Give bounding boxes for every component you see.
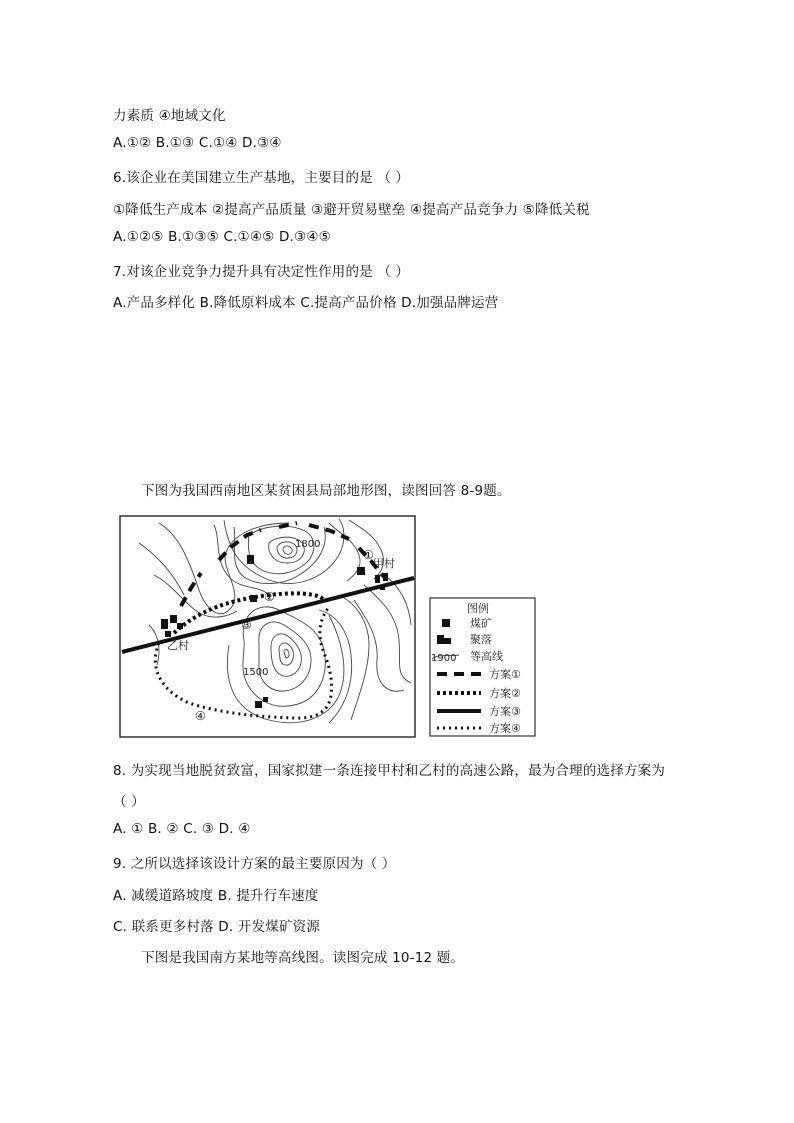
options-q7: A.产品多样化 B.降低原料成本 C.提高产品价格 D.加强品牌运营: [113, 295, 499, 311]
legend-title: 图例: [467, 602, 489, 615]
legend-coal-icon: [442, 619, 450, 627]
topographic-map: [119, 515, 539, 739]
route-mark-4: ④: [195, 709, 206, 723]
intro-8-9: 下图为我国西南地区某贫困县局部地形图，读图回答 8-9题。: [141, 483, 511, 499]
question-9: 9. 之所以选择该设计方案的最主要原因为（ ）: [113, 856, 396, 872]
legend-route2: 方案②: [489, 687, 521, 700]
legend-contour-value: 1900: [431, 653, 457, 664]
village-jia-label: 甲村: [373, 557, 395, 570]
legend-settlement-icon: [437, 635, 444, 644]
route-mark-2: ②: [264, 590, 275, 604]
options-q9-ab: A. 减缓道路坡度 B. 提升行车速度: [113, 888, 319, 904]
options-q6: A.①②⑤ B.①③⑤ C.①④⑤ D.③④⑤: [113, 229, 331, 245]
elevation-label-bottom: 1500: [243, 667, 269, 678]
village-yi-label: 乙村: [167, 639, 189, 652]
route-mark-1: ①: [363, 548, 374, 562]
legend-settlement: 聚落: [470, 633, 492, 646]
legend-contour: 等高线: [470, 650, 503, 663]
route-mark-3: ③: [241, 618, 252, 632]
options-q5: A.①② B.①③ C.①④ D.③④: [113, 135, 282, 151]
legend-coal: 煤矿: [470, 617, 492, 630]
text-line-1: 力素质 ④地域文化: [113, 108, 226, 124]
question-6-items: ①降低生产成本 ②提高产品质量 ③避开贸易壁垒 ④提高产品竞争力 ⑤降低关税: [113, 202, 590, 218]
options-q8: A. ① B. ② C. ③ D. ④: [113, 821, 251, 837]
question-8: 8. 为实现当地脱贫致富，国家拟建一条连接甲村和乙村的高速公路，最为合理的选择方案为: [113, 763, 666, 779]
options-q9-cd: C. 联系更多村落 D. 开发煤矿资源: [113, 919, 321, 935]
legend-route1: 方案①: [489, 668, 521, 681]
question-8-paren: （ ）: [113, 794, 145, 810]
legend-route3: 方案③: [489, 705, 521, 718]
intro-10-12: 下图是我国南方某地等高线图。读图完成 10-12 题。: [141, 950, 465, 966]
question-6: 6.该企业在美国建立生产基地，主要目的是 （ ）: [113, 170, 410, 186]
elevation-label-top: 1800: [295, 539, 321, 550]
question-7: 7.对该企业竞争力提升具有决定性作用的是 （ ）: [113, 264, 410, 280]
legend-route4: 方案④: [489, 722, 521, 735]
